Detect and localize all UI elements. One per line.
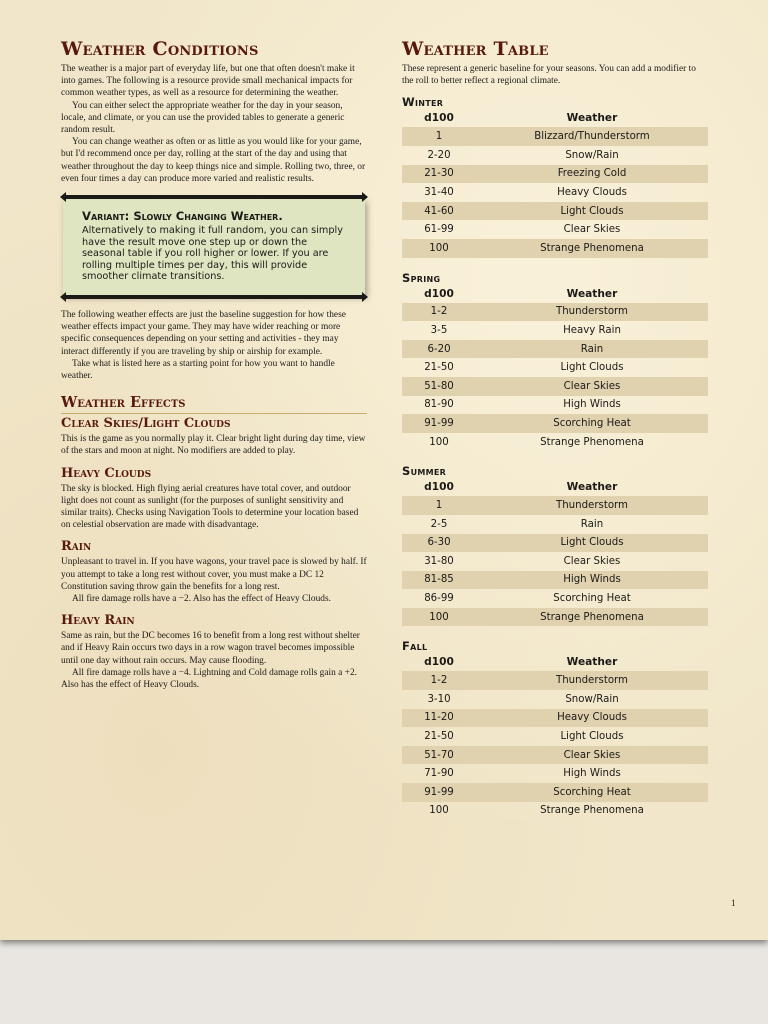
right-column [402, 38, 708, 833]
weather-table-spring [402, 285, 708, 452]
weather-cell: Strange Phenomena [540, 436, 644, 448]
note-bottom-bar [63, 295, 365, 299]
table-row [402, 690, 708, 709]
roll-range-cell: 51-80 [402, 377, 476, 396]
roll-range-cell: 51-70 [402, 746, 476, 765]
column-header-weather: Weather [566, 656, 618, 669]
weather-cell: Strange Phenomena [540, 805, 644, 817]
season-heading-fall: Fall [402, 639, 428, 654]
weather-cell: Scorching Heat [476, 414, 708, 433]
effects-heading: Weather Effects [61, 394, 186, 412]
table-row [402, 202, 708, 221]
weather-cell: Light Clouds [476, 534, 708, 553]
weather-cell: Light Clouds [560, 731, 624, 743]
weather-cell: Scorching Heat [553, 593, 631, 605]
table-row [402, 515, 708, 534]
table-row [402, 340, 708, 359]
page-title: Weather Conditions [61, 38, 259, 60]
season-tables [402, 95, 708, 820]
weather-cell: Light Clouds [476, 202, 708, 221]
roll-range-cell: 41-60 [402, 202, 476, 221]
season-heading-spring: Spring [402, 270, 441, 285]
column-header-weather: Weather [566, 287, 618, 300]
weather-table-fall [402, 653, 708, 820]
weather-cell: High Winds [476, 571, 708, 590]
roll-range-cell: 61-99 [424, 224, 454, 236]
table-row [402, 127, 708, 146]
table-row [402, 608, 708, 627]
table-row [402, 396, 708, 415]
note-body [63, 199, 365, 295]
roll-range-cell: 81-90 [424, 399, 454, 411]
effect-paragraph: All fire damage rolls have a −2. Also has the effect of Heavy Clouds. [72, 594, 331, 605]
roll-range-cell: 91-99 [402, 783, 476, 802]
table-row [402, 746, 708, 765]
note-top-bar [63, 195, 365, 199]
table-row [402, 414, 708, 433]
weather-cell: Snow/Rain [565, 149, 619, 161]
weather-cell: High Winds [563, 399, 621, 411]
weather-cell: Thunderstorm [476, 671, 708, 690]
roll-range-cell: 31-80 [424, 555, 454, 567]
heading-rule [61, 413, 367, 414]
roll-range-cell: 91-99 [402, 414, 476, 433]
table-header-row [402, 653, 708, 671]
weather-cell: Clear Skies [563, 224, 621, 236]
effect-paragraph: Same as rain, but the DC becomes 16 to benefit from a long rest without shelter and if Heavy Rain occurs two days in a row wagon travel becomes impossible until one day without rain occurs. May cause flooding. [61, 631, 360, 666]
effect-paragraph: Unpleasant to travel in. If you have wagons, your travel pace is slowed by half. If you attempt to take a long rest without cover, you must make a DC 12 Constitution saving throw gain the benefits for a long rest. [61, 557, 367, 592]
table-row [402, 496, 708, 515]
effect-paragraph: This is the game as you normally play it. Clear bright light during day time, view of the stars and moon at night. No modifiers are added to play. [61, 434, 366, 457]
weather-cell: Thunderstorm [476, 303, 708, 322]
note-title: Variant: Slowly Changing Weather. [82, 209, 283, 224]
table-row [402, 571, 708, 590]
table-intro: These represent a generic baseline for your seasons. You can add a modifier to the roll to better reflect a regional climate. [402, 64, 696, 87]
effect-title: Heavy Rain [61, 613, 135, 629]
weather-cell: Scorching Heat [476, 783, 708, 802]
body-paragraph: Take what is listed here as a starting point for how you want to handle weather. [61, 358, 335, 382]
weather-cell: Strange Phenomena [476, 608, 708, 627]
table-row [402, 433, 708, 452]
roll-range-cell: 6-20 [402, 340, 476, 359]
roll-range-cell: 100 [429, 805, 449, 817]
intro-paragraph: The weather is a major part of everyday life, but one that often doesn't make it into games. The following is a resource provide small mechanical impacts for common weather types, as well as a resource for determining the weather. [61, 64, 355, 99]
weather-cell: Heavy Clouds [476, 709, 708, 728]
effect-paragraph: All fire damage rolls have a −4. Lightning and Cold damage rolls gain a +2. Also has the effect of Heavy Clouds. [61, 667, 357, 691]
effect-paragraph: The sky is blocked. High flying aerial creatures have total cover, and outdoor light does not count as sunlight (for the purposes of sunlight sensitivity and similar traits). Checks using Navigation Tools to determine your location based on celestial observation are made with disadvantage. [61, 483, 359, 531]
weather-cell: Snow/Rain [565, 693, 619, 705]
roll-range-cell: 100 [402, 239, 476, 258]
table-row [402, 358, 708, 377]
table-row [402, 783, 708, 802]
table-row [402, 377, 708, 396]
page-number: 1 [731, 898, 736, 908]
weather-cell: Blizzard/Thunderstorm [476, 127, 708, 146]
weather-cell: High Winds [563, 768, 621, 780]
roll-range-cell: 1 [402, 127, 476, 146]
roll-range-cell: 3-5 [430, 324, 448, 336]
effect-title: Rain [61, 539, 92, 555]
season-heading-summer: Summer [402, 464, 447, 479]
weather-cell: Rain [476, 340, 708, 359]
table-row [402, 709, 708, 728]
roll-range-cell: 2-5 [430, 518, 448, 530]
roll-range-cell: 31-40 [424, 186, 454, 198]
table-row [402, 552, 708, 571]
weather-cell: Strange Phenomena [476, 239, 708, 258]
roll-range-cell: 21-50 [424, 731, 454, 743]
roll-range-cell: 21-30 [402, 165, 476, 184]
effect-title: Clear Skies/Light Clouds [61, 416, 231, 432]
roll-range-cell: 100 [429, 436, 449, 448]
roll-range-cell: 1 [402, 496, 476, 515]
table-row [402, 764, 708, 783]
weather-cell: Clear Skies [476, 746, 708, 765]
season-heading-winter: Winter [402, 95, 444, 110]
variant-note [61, 195, 367, 299]
roll-range-cell: 21-50 [424, 362, 454, 374]
column-header-d100: d100 [424, 481, 454, 494]
intro-paragraph: You can change weather as often or as little as you would like for your game, but I'd recommend once per day, rolling at the start of the day and using that weather throughout the day to keep things nice and simple. Rolling two, three, or even four times a day can produce more varied and realistic results. [61, 137, 366, 184]
column-header-d100: d100 [424, 112, 454, 125]
roll-range-cell: 3-10 [427, 693, 451, 705]
roll-range-cell: 1-2 [402, 671, 476, 690]
note-text: Alternatively to making it full random, you can simply have the result move one step up or down the seasonal table if you roll higher or lower. If you are rolling multiple times per day, this will provide smoother climate transitions. [82, 225, 343, 283]
weather-table-summer [402, 478, 708, 626]
column-header-weather: Weather [566, 112, 618, 125]
column-header-d100: d100 [424, 287, 454, 300]
weather-cell: Thunderstorm [476, 496, 708, 515]
table-header-row [402, 285, 708, 303]
weather-cell: Rain [580, 518, 604, 530]
table-header-row [402, 478, 708, 496]
table-row [402, 146, 708, 165]
left-column [61, 38, 367, 691]
effect-title: Heavy Clouds [61, 465, 152, 481]
table-row [402, 183, 708, 202]
roll-range-cell: 2-20 [427, 149, 451, 161]
table-row [402, 303, 708, 322]
weather-table-winter [402, 109, 708, 257]
roll-range-cell: 11-20 [402, 709, 476, 728]
roll-range-cell: 86-99 [424, 593, 454, 605]
table-row [402, 589, 708, 608]
table-row [402, 727, 708, 746]
weather-cell: Heavy Clouds [557, 186, 627, 198]
table-row [402, 239, 708, 258]
table-row [402, 165, 708, 184]
table-row [402, 671, 708, 690]
table-row [402, 802, 708, 821]
table-row [402, 534, 708, 553]
column-header-weather: Weather [566, 481, 618, 494]
roll-range-cell: 100 [402, 608, 476, 627]
roll-range-cell: 6-30 [402, 534, 476, 553]
roll-range-cell: 1-2 [402, 303, 476, 322]
column-header-d100: d100 [424, 656, 454, 669]
weather-cell: Clear Skies [476, 377, 708, 396]
weather-cell: Freezing Cold [476, 165, 708, 184]
roll-range-cell: 81-85 [402, 571, 476, 590]
weather-cell: Clear Skies [563, 555, 621, 567]
weather-cell: Light Clouds [560, 362, 624, 374]
table-row [402, 321, 708, 340]
table-header-row [402, 109, 708, 127]
weather-cell: Heavy Rain [563, 324, 621, 336]
table-title: Weather Table [402, 38, 549, 60]
body-paragraph: The following weather effects are just the baseline suggestion for how these weather effects impact your game. They may have wider reaching or more specific consequences depending on your setting and activities - they may interact differently if you are traveling by ship or airship for example. [61, 310, 346, 357]
table-row [402, 220, 708, 239]
roll-range-cell: 71-90 [424, 768, 454, 780]
intro-paragraph: You can either select the appropriate weather for the day in your season, locale, and climate, or you can use the provided tables to generate a generic random result. [61, 100, 345, 136]
